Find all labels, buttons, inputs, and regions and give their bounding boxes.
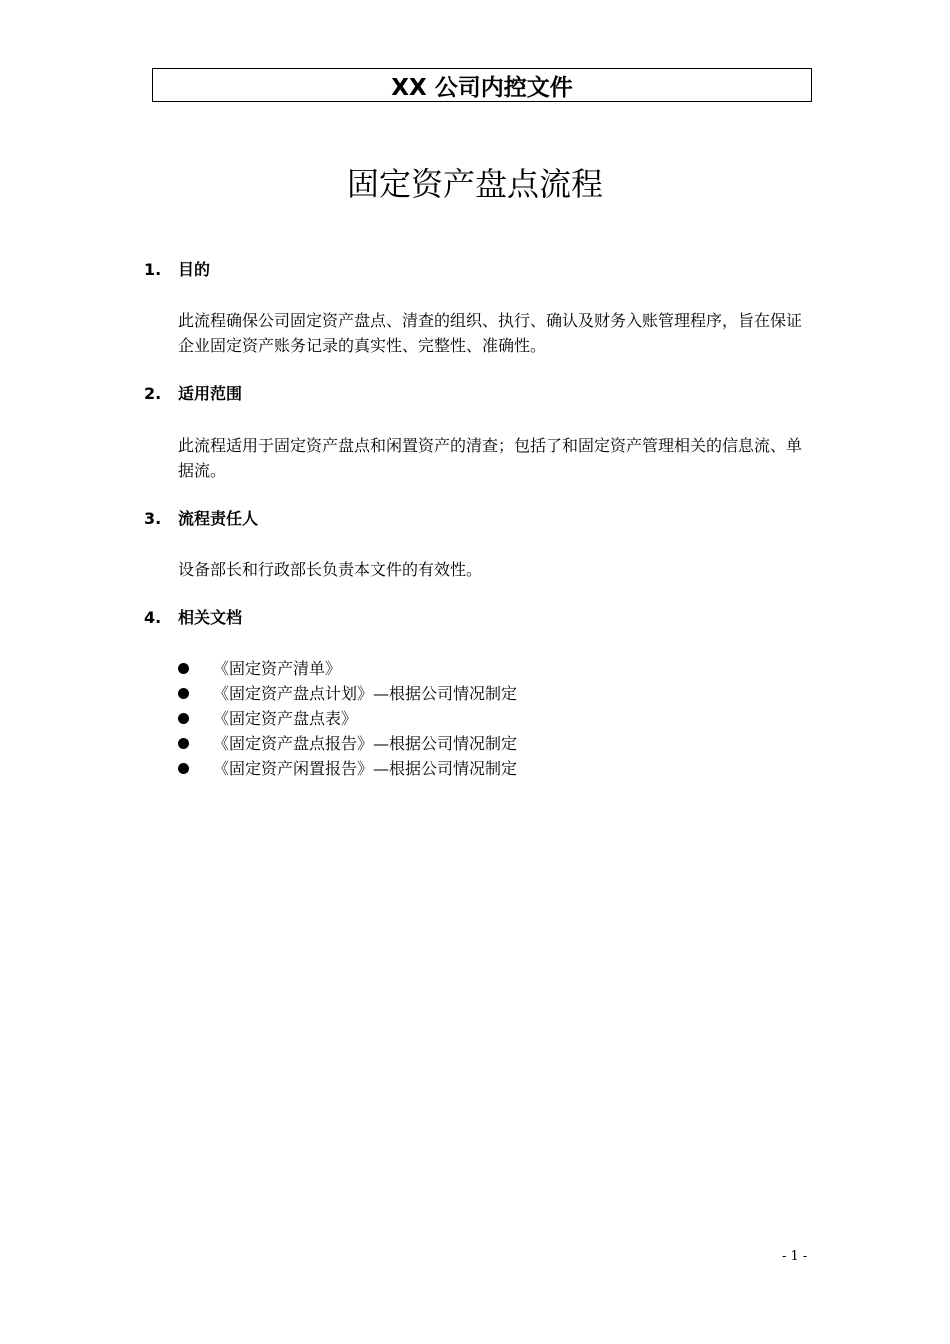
list-item	[178, 706, 517, 731]
section-number: 4.	[144, 608, 162, 627]
section-title: 适用范围	[178, 384, 243, 403]
section-heading-documents	[144, 607, 242, 629]
page-number: - 1 -	[782, 1249, 808, 1264]
bullet-icon	[178, 738, 189, 749]
section-text-purpose: 此流程确保公司固定资产盘点、清查的组织、执行、确认及财务入账管理程序，旨在保证企业固定资产账务记录的真实性、完整性、准确性。	[178, 311, 803, 355]
section-title: 流程责任人	[178, 509, 259, 528]
header-title: XX 公司内控文件	[391, 74, 573, 101]
section-text-scope: 此流程适用于固定资产盘点和闲置资产的清查；包括了和固定资产管理相关的信息流、单据流。	[178, 436, 803, 480]
bullet-icon	[178, 763, 189, 774]
section-heading-scope	[144, 383, 242, 405]
section-heading-purpose	[144, 259, 210, 281]
section-title: 目的	[178, 260, 211, 279]
document-title: 固定资产盘点流程	[346, 165, 603, 203]
list-item	[178, 731, 517, 756]
list-item-text: 《固定资产盘点计划》—根据公司情况制定	[213, 684, 518, 703]
list-item	[178, 756, 517, 781]
section-heading-owner	[144, 508, 258, 530]
list-item	[178, 656, 517, 681]
related-documents-list	[178, 656, 517, 781]
section-text-owner: 设备部长和行政部长负责本文件的有效性。	[178, 560, 483, 579]
bullet-icon	[178, 663, 189, 674]
list-item-text: 《固定资产闲置报告》—根据公司情况制定	[213, 759, 518, 778]
list-item-text: 《固定资产盘点报告》—根据公司情况制定	[213, 734, 518, 753]
list-item-text: 《固定资产清单》	[213, 659, 342, 678]
section-title: 相关文档	[178, 608, 243, 627]
list-item-text: 《固定资产盘点表》	[213, 709, 358, 728]
section-number: 1.	[144, 260, 162, 279]
bullet-icon	[178, 688, 189, 699]
document-header-box	[152, 68, 812, 102]
list-item	[178, 681, 517, 706]
section-number: 2.	[144, 384, 162, 403]
section-number: 3.	[144, 509, 162, 528]
bullet-icon	[178, 713, 189, 724]
